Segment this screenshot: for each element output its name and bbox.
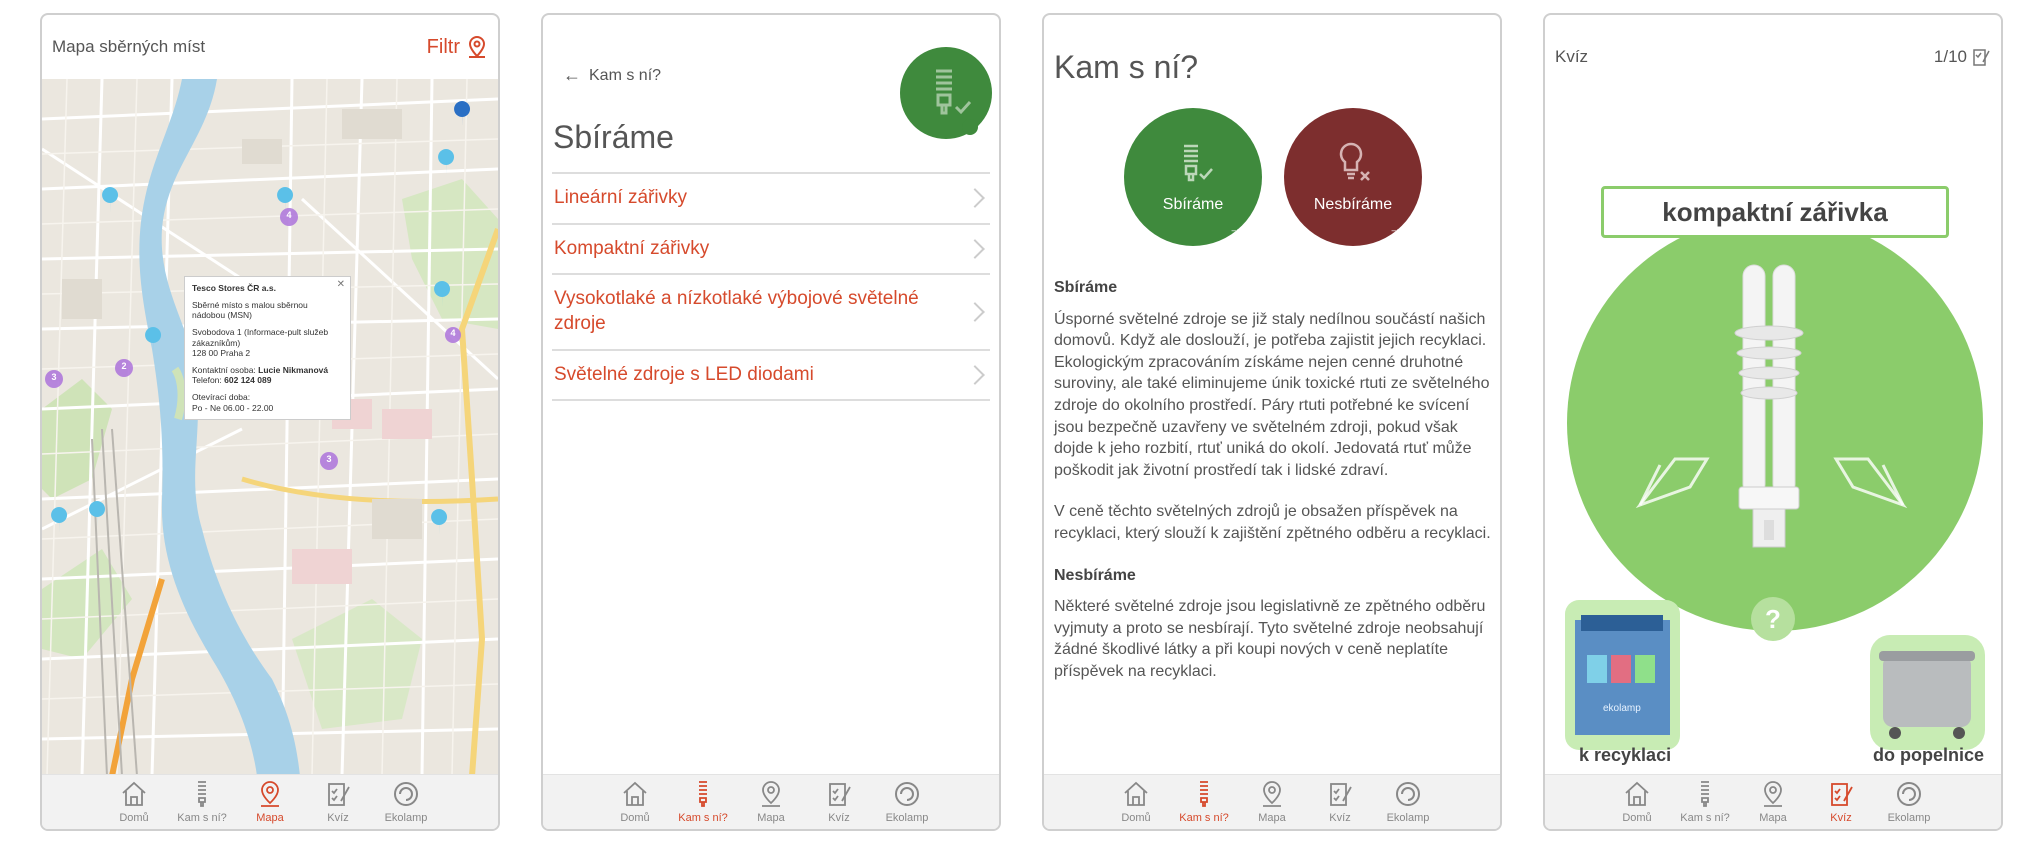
quiz-word: kompaktní zářivka <box>1601 186 1949 238</box>
list-item[interactable]: Lineární zářivky <box>552 172 990 223</box>
tab-home[interactable]: Domů <box>100 775 168 829</box>
page-title: Kam s ní? <box>1054 49 1199 85</box>
chevron-right-icon <box>965 302 985 322</box>
tab-kam-s-ni[interactable]: Kam s ní? <box>669 775 737 829</box>
tab-kam-s-ni[interactable]: Kam s ní? <box>1170 775 1238 829</box>
screen-category <box>541 13 1001 831</box>
map-pin-icon <box>466 35 488 59</box>
map-canvas <box>42 79 498 776</box>
trash-bin-image <box>1870 635 1985 750</box>
home-icon <box>620 779 650 809</box>
tab-kam-s-ni[interactable]: Kam s ní? <box>168 775 236 829</box>
arrow-right-icon: → <box>1389 221 1402 236</box>
ekolamp-logo-icon <box>1393 779 1423 809</box>
close-icon[interactable]: ✕ <box>336 279 345 290</box>
page-title: Sbíráme <box>553 119 674 155</box>
tab-kviz[interactable]: Kvíz <box>1306 775 1374 829</box>
bin-brand: ekolamp <box>1603 703 1641 714</box>
tab-home[interactable]: Domů <box>601 775 669 829</box>
category-list <box>552 172 990 401</box>
nesbirame-button[interactable]: Nesbíráme → <box>1284 108 1422 246</box>
tab-home[interactable]: Domů <box>1603 775 1671 829</box>
location-popup <box>184 276 351 420</box>
tab-kam-s-ni[interactable]: Kam s ní? <box>1671 775 1739 829</box>
screen-map <box>40 13 500 831</box>
sbirame-button[interactable]: Sbíráme → <box>1124 108 1262 246</box>
section-heading-nesbirame: Nesbíráme <box>1054 566 1136 584</box>
tab-bar <box>543 774 999 829</box>
list-item[interactable]: Kompaktní zářivky <box>552 223 990 274</box>
bulb-icon <box>688 779 718 809</box>
screen-kviz <box>1543 13 2003 831</box>
list-item[interactable]: Vysokotlaké a nízkotlaké výbojové světelné zdroje <box>552 273 990 348</box>
bulb-check-icon <box>900 47 992 139</box>
arrow-right-icon: → <box>1229 221 1242 236</box>
tab-kviz[interactable]: Kvíz <box>805 775 873 829</box>
tab-mapa[interactable]: Mapa <box>236 775 304 829</box>
clipboard-icon <box>323 779 353 809</box>
tab-bar <box>1044 774 1500 829</box>
cluster-marker[interactable]: 4 <box>286 210 292 220</box>
popup-contact: Kontaktní osoba: Lucie Nikmanová Telefon: 602 124 089 <box>192 364 329 386</box>
tab-bar <box>1545 774 2001 829</box>
cfl-lamp-image <box>1735 265 1803 547</box>
trash-label[interactable]: do popelnice <box>1873 745 1985 765</box>
question-counter: 1/10 <box>1934 47 1991 67</box>
map-pin-icon <box>255 779 285 809</box>
map-pin-icon <box>756 779 786 809</box>
home-icon <box>1121 779 1151 809</box>
cluster-marker[interactable]: 3 <box>51 372 57 382</box>
clipboard-icon <box>1325 779 1355 809</box>
recycle-label[interactable]: k recyklaci <box>1579 745 1672 765</box>
arrow-left-icon: ← <box>563 65 581 85</box>
tab-ekolamp[interactable]: Ekolamp <box>372 775 440 829</box>
filter-button[interactable] <box>427 35 488 59</box>
help-button[interactable]: ? <box>1765 603 1781 634</box>
tab-home[interactable]: Domů <box>1102 775 1170 829</box>
list-item[interactable]: Světelné zdroje s LED diodami <box>552 349 990 402</box>
map-pin-icon <box>1257 779 1287 809</box>
info-text <box>1054 277 1494 703</box>
bulb-icon <box>1690 779 1720 809</box>
recycling-bin-image <box>1565 600 1680 750</box>
popup-hours: Otevírací doba: Po - Ne 06.00 - 22.00 <box>192 392 274 413</box>
cluster-marker[interactable]: 3 <box>326 454 332 464</box>
paragraph: Úsporné světelné zdroje se již staly nedílnou součástí našich domovů. Když ale doslouží, je potřeba zajistit jejich recyklaci. Ekologickým zpracováním získáme nejen cenné druhotné suroviny, ale také eliminujeme únik toxické rtuti ze světelného zdroje do okolního prostředí. Páry rtuti potřebné ke svícení jsou bezpečně uzavřeny ve světelném zdroji, pokud však dojde k jeho rozbití, rtuť uniká do okolí. Jedovatá rtuť může poškodit jak životní prostředí tak i lidské zdraví. <box>1054 310 1490 479</box>
chevron-right-icon <box>965 239 985 259</box>
section-heading-sbirame: Sbíráme <box>1054 279 1118 296</box>
tab-kviz[interactable]: Kvíz <box>304 775 372 829</box>
back-button[interactable] <box>563 65 661 86</box>
clipboard-icon <box>824 779 854 809</box>
home-icon <box>119 779 149 809</box>
cluster-marker[interactable]: 2 <box>121 361 127 371</box>
popup-name: Tesco Stores ČR a.s. <box>192 283 276 293</box>
popup-address: Svobodova 1 (Informace-pult služeb zákazníkům) 128 00 Praha 2 <box>192 326 329 359</box>
paragraph: V ceně těchto světelných zdrojů je obsažen příspěvek na recyklaci, který slouží k zajištění zpětného odběru a recyklaci. <box>1054 503 1491 542</box>
back-label: Kam s ní? <box>589 66 662 84</box>
tab-kviz[interactable]: Kvíz <box>1807 775 1875 829</box>
page-title: Mapa sběrných míst <box>52 37 206 56</box>
filter-label: Filtr <box>426 35 460 58</box>
sbirame-badge <box>900 47 992 139</box>
bulb-icon <box>1189 779 1219 809</box>
chevron-right-icon <box>965 188 985 208</box>
paragraph: Některé světelné zdroje jsou legislativně ze zpětného odběru vyjmuty a proto se nesbírají. Tyto světelné zdroje neobsahují žádné škodlivé látky a při koupi nových v ceně neplatíte příspěvek na recyklaci. <box>1054 598 1486 680</box>
tab-ekolamp[interactable]: Ekolamp <box>1875 775 1943 829</box>
screen-kam-s-ni <box>1042 13 1502 831</box>
header <box>42 15 498 79</box>
bulb-check-icon <box>1170 140 1216 186</box>
tab-mapa[interactable]: Mapa <box>1739 775 1807 829</box>
tab-ekolamp[interactable]: Ekolamp <box>1374 775 1442 829</box>
chevron-right-icon <box>965 365 985 385</box>
popup-type: Sběrné místo s malou sběrnou nádobou (MSN) <box>192 299 308 321</box>
page-title: Kvíz <box>1555 47 1589 66</box>
map-pin-icon <box>1758 779 1788 809</box>
tab-ekolamp[interactable]: Ekolamp <box>873 775 941 829</box>
tab-mapa[interactable]: Mapa <box>737 775 805 829</box>
cluster-marker[interactable]: 4 <box>450 328 456 338</box>
clipboard-icon <box>1826 779 1856 809</box>
tab-mapa[interactable]: Mapa <box>1238 775 1306 829</box>
map-view[interactable] <box>42 79 498 776</box>
ekolamp-logo-icon <box>391 779 421 809</box>
ekolamp-logo-icon <box>892 779 922 809</box>
tab-bar <box>42 774 498 829</box>
ekolamp-logo-icon <box>1894 779 1924 809</box>
bulb-icon <box>187 779 217 809</box>
home-icon <box>1622 779 1652 809</box>
bulb-cross-icon <box>1330 140 1376 186</box>
